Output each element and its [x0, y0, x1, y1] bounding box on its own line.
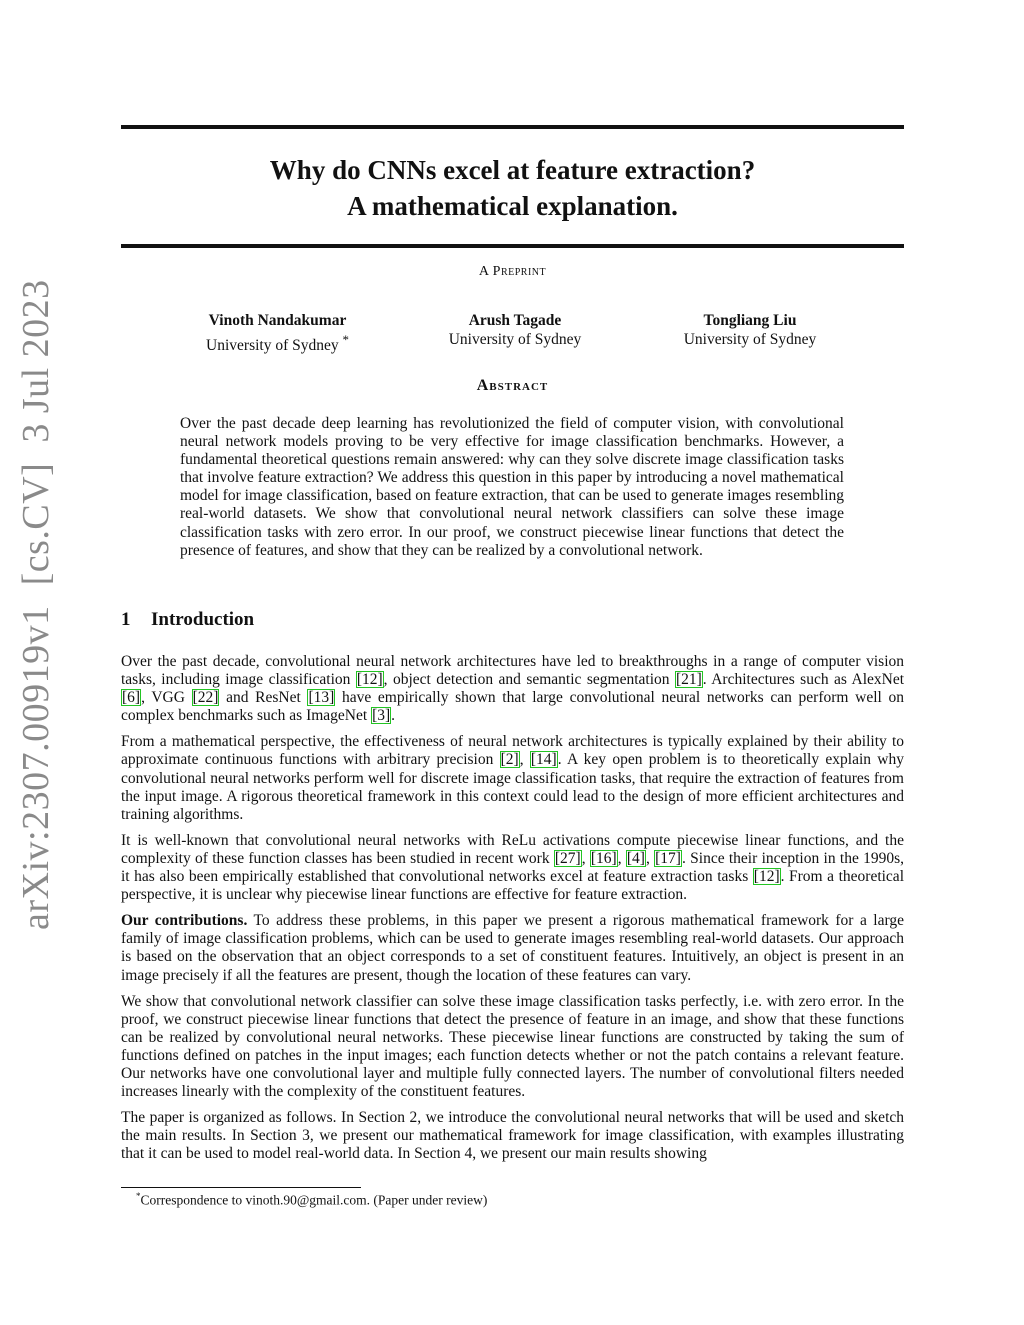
title-line-2: A mathematical explanation.	[347, 191, 678, 221]
footnote-mark: *	[136, 1191, 141, 1201]
preprint-label: A Preprint	[478, 264, 547, 279]
citation-link[interactable]: [3]	[372, 707, 391, 725]
intro-body	[121, 653, 904, 1171]
arxiv-stamp: arXiv:2307.00919v1 [cs.CV] 3 Jul 2023	[15, 279, 57, 930]
citation-link[interactable]: [27]	[554, 849, 581, 867]
section-heading	[121, 609, 254, 631]
section-number: 1	[121, 609, 131, 630]
contributions-lead: Our contributions.	[121, 912, 248, 930]
citation-link[interactable]: [17]	[655, 849, 681, 867]
citation-link[interactable]: [2]	[500, 751, 519, 769]
paragraph-1: Over the past decade, convolutional neural network architectures have led to breakthroughs in a range of computer vision tasks, including image classification [12], object detection and semantic segmentation [21]. Architectures such as AlexNet [6], VGG [22] and ResNet [13] have empirically shown that large convolutional neural networks can perform well on complex benchmarks such as ImageNet [3].	[121, 653, 905, 725]
author-affiliation: University of Sydney	[683, 331, 817, 348]
paragraph-6: The paper is organized as follows. In Section 2, we introduce the convolutional neural networks that will be used and sketch the main results. In Section 3, we present our mathematical framework for image classification, with examples illustrating that it can be used to model real-world data. In Section 4, we present our main results showing	[121, 1109, 904, 1163]
title-rule-bottom	[121, 244, 904, 248]
citation-link[interactable]: [16]	[590, 849, 617, 867]
footnote-mark: *	[342, 332, 349, 347]
author-name: Arush Tagade	[468, 312, 562, 329]
citation-link[interactable]: [13]	[308, 689, 335, 707]
paragraph-2: From a mathematical perspective, the effectiveness of neural network architectures is typically explained by their ability to approximate continuous functions with arbitrary precision [2], [14]. A key open problem is to theoretically explain why convolutional neural networks perform well for discrete image classification tasks, that require the extraction of features from the input image. A rigorous theoretical framework in this context could lead to the design of more efficient architectures and training algorithms.	[121, 733, 904, 823]
paragraph-5: We show that convolutional network classifier can solve these image classification tasks perfectly, i.e. with zero error. In the proof, we construct piecewise linear functions that detect the presence of feature in an image, and show that these functions can be realized by convolutional neural networks. These piecewise linear functions are constructed by taking the sum of functions defined on patches in the input images; each function detects whether or not the patch contains a relevant feature. Our networks have one convolutional layer and multiple fully connected layers. The number of convolutional filters needed increases linearly with the complexity of the constituent features.	[121, 992, 904, 1101]
paragraph-4: Our contributions. To address these problems, in this paper we present a rigorous mathematical framework for a large family of image classification problems, which can be used to generate images resembling real-world datasets. Our approach is based on the observation that an object corresponds to a set of constituent features. Intuitively, an object is present in an image precisely if all the features are present, though the location of these features can vary.	[121, 912, 904, 984]
citation-link[interactable]: [12]	[753, 868, 780, 886]
paper-title	[121, 152, 904, 224]
citation-link[interactable]: [4]	[626, 849, 645, 867]
title-rule-top	[121, 125, 904, 129]
citation-link[interactable]: [21]	[675, 671, 702, 689]
citation-link[interactable]: [22]	[192, 689, 219, 707]
footnote	[136, 1191, 487, 1209]
citation-link[interactable]: [14]	[530, 751, 557, 769]
footnote-text: Correspondence to vinoth.90@gmail.com. (Paper under review)	[140, 1192, 488, 1208]
author-1	[190, 311, 365, 355]
abstract-text: Over the past decade deep learning has revolutionized the field of computer vision, with convolutional neural network models proving to be very effective for image classification benchmarks. However, a fundamental theoretical questions remain answered: why can they solve discrete image classification tasks that involve feature extraction? We address this question in this paper by introducing a novel mathematical model for image classification, based on feature extraction, that can be used to generate images resembling real-world datasets. We show that convolutional neural network classifiers can solve these image classification tasks with zero error. In our proof, we construct piecewise linear functions that detect the presence of features, and show that they can be realized by a convolutional network.	[180, 415, 844, 559]
section-title: Introduction	[151, 609, 255, 630]
paragraph-3: It is well-known that convolutional neural networks with ReLu activations compute piecewise linear functions, and the complexity of these function classes has been studied in recent work [27], [16], [4], [17]. Since their inception in the 1990s, it has also been empirically established that convolutional networks excel at feature extraction tasks [12]. From a theoretical perspective, it is unclear why piecewise linear functions are effective for feature extraction.	[121, 831, 905, 904]
author-affiliation: University of Sydney	[448, 331, 582, 348]
title-line-1: Why do CNNs excel at feature extraction?	[269, 155, 756, 185]
author-2	[425, 311, 605, 349]
abstract-heading: Abstract	[476, 377, 549, 394]
footnote-rule	[121, 1187, 361, 1188]
author-name: Vinoth Nandakumar	[208, 312, 347, 329]
author-3	[660, 311, 840, 349]
author-affiliation: University of Sydney *	[206, 332, 349, 355]
citation-link[interactable]: [12]	[356, 671, 383, 689]
author-name: Tongliang Liu	[703, 312, 797, 329]
citation-link[interactable]: [6]	[122, 689, 141, 707]
